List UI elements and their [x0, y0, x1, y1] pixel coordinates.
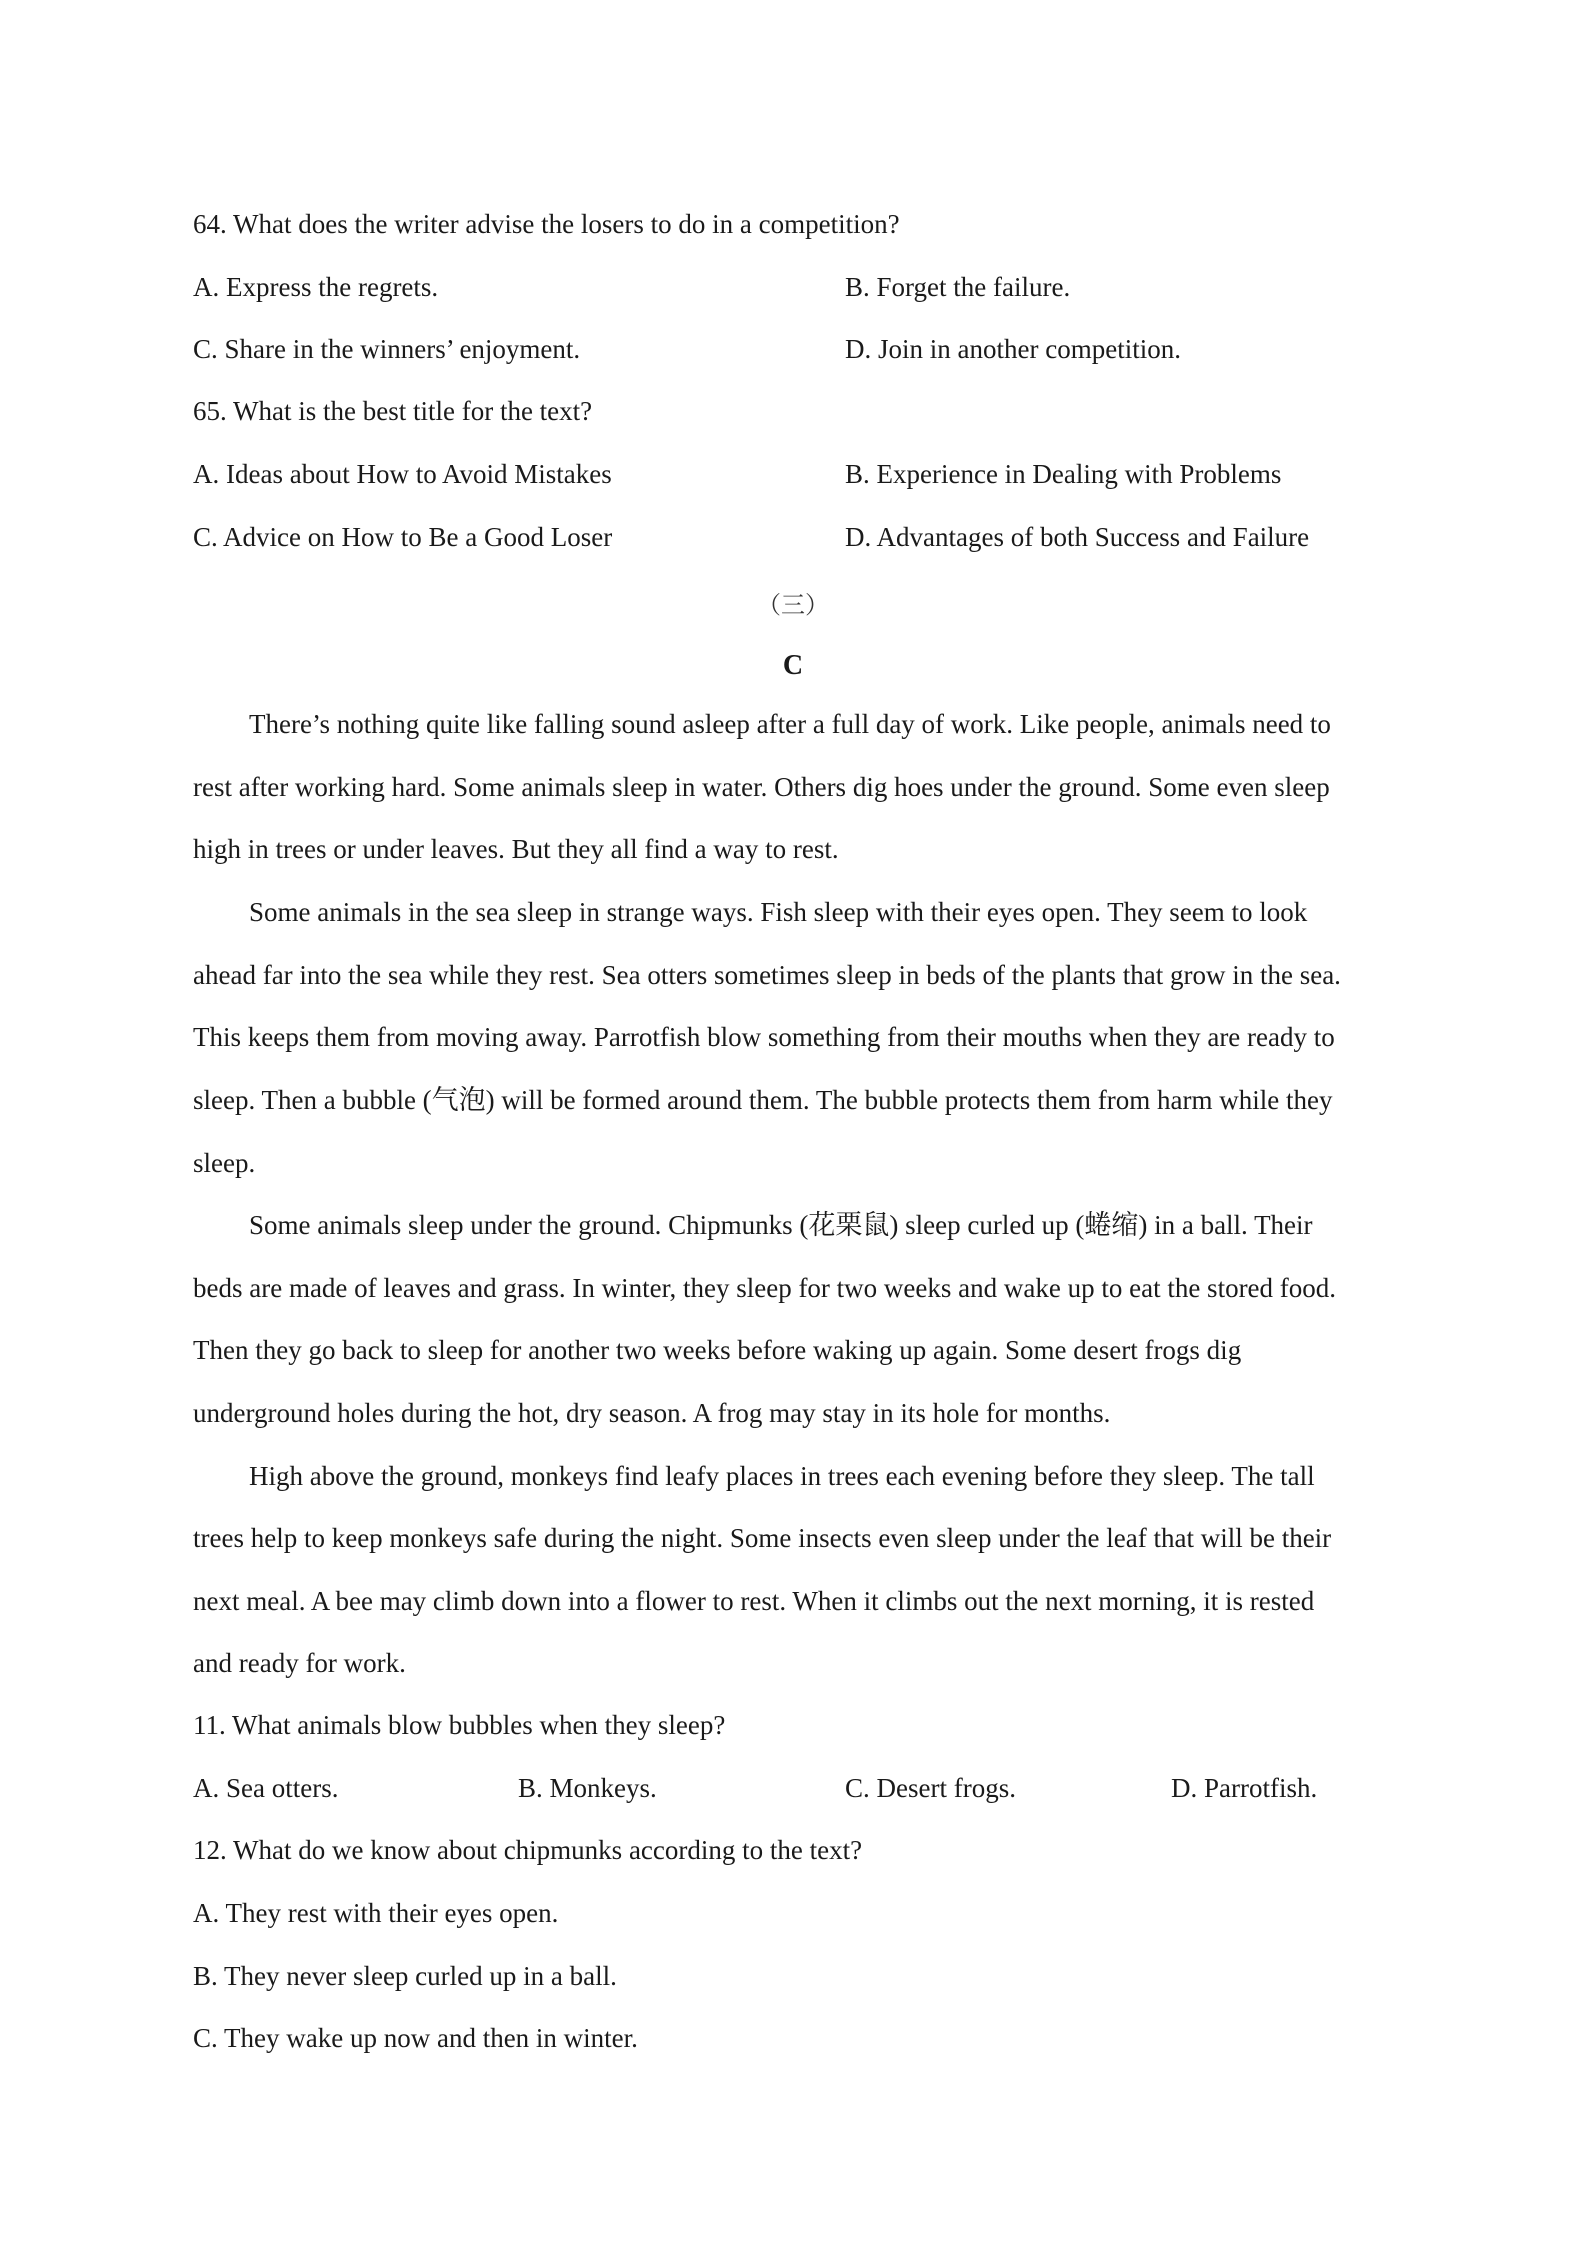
q12-option-b: B. They never sleep curled up in a ball. [193, 1961, 617, 1991]
question-11: 11. What animals blow bubbles when they sleep? [193, 1710, 726, 1740]
question-65: 65. What is the best title for the text? [193, 396, 593, 426]
question-12: 12. What do we know about chipmunks according to the text? [193, 1835, 863, 1865]
q64-option-c: C. Share in the winners’ enjoyment. [193, 334, 581, 364]
question-64: 64. What does the writer advise the losers to do in a competition? [193, 209, 900, 239]
passage-line: This keeps them from moving away. Parrotfish blow something from their mouths when they are ready to [193, 1022, 1335, 1052]
q65-option-a: A. Ideas about How to Avoid Mistakes [193, 459, 612, 489]
passage-line: beds are made of leaves and grass. In winter, they sleep for two weeks and wake up to eat the stored food. [193, 1273, 1337, 1303]
passage-line: rest after working hard. Some animals sleep in water. Others dig hoes under the ground. Some even sleep [193, 772, 1330, 802]
passage-line: ahead far into the sea while they rest. Sea otters sometimes sleep in beds of the plants that grow in the sea. [193, 960, 1341, 990]
passage-line: high in trees or under leaves. But they all find a way to rest. [193, 834, 839, 864]
q64-option-a: A. Express the regrets. [193, 272, 439, 302]
passage-line: Some animals sleep under the ground. Chipmunks (花栗鼠) sleep curled up (蜷缩) in a ball. Their [249, 1210, 1313, 1240]
q65-option-d: D. Advantages of both Success and Failure [845, 522, 1310, 552]
passage-line: Then they go back to sleep for another two weeks before waking up again. Some desert frogs dig [193, 1335, 1242, 1365]
passage-line: underground holes during the hot, dry season. A frog may stay in its hole for months. [193, 1398, 1111, 1428]
q11-option-b: B. Monkeys. [518, 1773, 657, 1803]
passage-line: Some animals in the sea sleep in strange ways. Fish sleep with their eyes open. They seem to look [249, 897, 1308, 927]
section-number: （三） [757, 591, 829, 619]
q12-option-a: A. They rest with their eyes open. [193, 1898, 559, 1928]
passage-line: sleep. Then a bubble (气泡) will be formed around them. The bubble protects them from harm while they [193, 1085, 1333, 1115]
q11-option-c: C. Desert frogs. [845, 1773, 1016, 1803]
passage-line: next meal. A bee may climb down into a flower to rest. When it climbs out the next morning, it is rested [193, 1586, 1315, 1616]
q12-option-c: C. They wake up now and then in winter. [193, 2023, 638, 2053]
passage-line: There’s nothing quite like falling sound asleep after a full day of work. Like people, animals need to [249, 709, 1331, 739]
passage-line: High above the ground, monkeys find leafy places in trees each evening before they sleep. The tall [249, 1461, 1315, 1491]
q64-option-b: B. Forget the failure. [845, 272, 1071, 302]
q64-option-d: D. Join in another competition. [845, 334, 1181, 364]
passage-line: trees help to keep monkeys safe during the night. Some insects even sleep under the leaf that will be their [193, 1523, 1332, 1553]
passage-line: and ready for work. [193, 1648, 406, 1678]
q65-option-c: C. Advice on How to Be a Good Loser [193, 522, 613, 552]
q65-option-b: B. Experience in Dealing with Problems [845, 459, 1282, 489]
q11-option-a: A. Sea otters. [193, 1773, 339, 1803]
q11-option-d: D. Parrotfish. [1171, 1773, 1318, 1803]
passage-letter: C [782, 650, 804, 681]
passage-line: sleep. [193, 1148, 256, 1178]
